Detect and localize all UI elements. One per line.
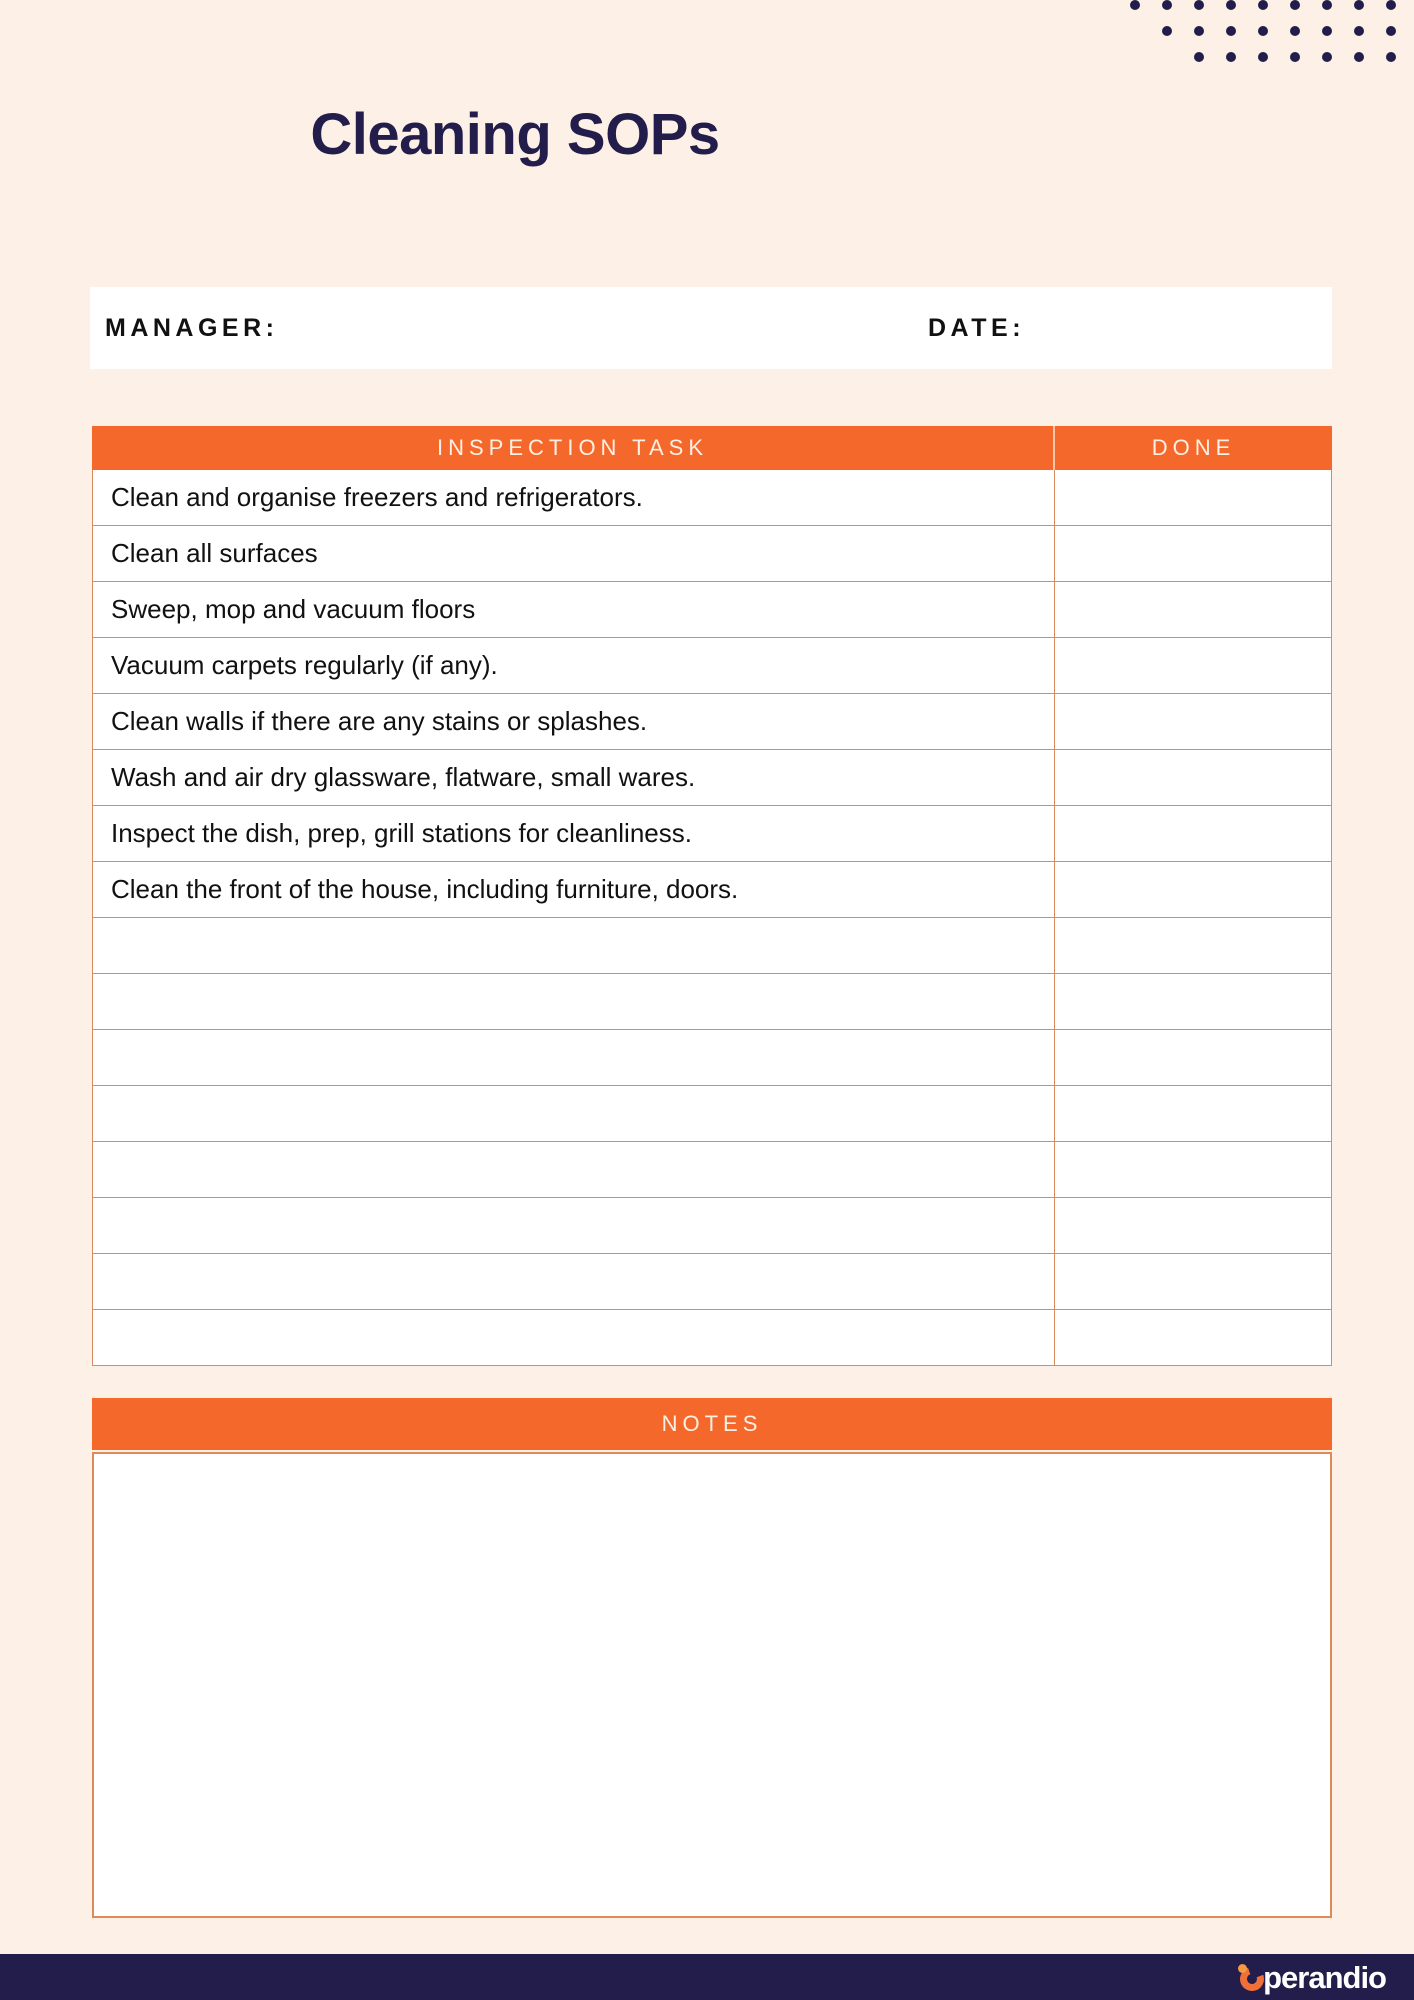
decorative-dot-icon xyxy=(1354,52,1364,62)
decorative-dot-icon xyxy=(1194,26,1204,36)
decorative-dot-icon xyxy=(1290,52,1300,62)
table-row xyxy=(92,1030,1332,1086)
task-cell[interactable] xyxy=(92,1086,1055,1142)
brand-name: perandio xyxy=(1263,1959,1386,1995)
table-row xyxy=(92,1142,1332,1198)
page-title: Cleaning SOPs xyxy=(310,102,720,167)
table-row xyxy=(92,1254,1332,1310)
decorative-dot-icon xyxy=(1354,0,1364,10)
done-checkbox-cell[interactable] xyxy=(1055,1254,1332,1310)
decorative-dot-icon xyxy=(1322,52,1332,62)
done-checkbox-cell[interactable] xyxy=(1055,1310,1332,1366)
decorative-dot-icon xyxy=(1386,26,1396,36)
decorative-dot-icon xyxy=(1258,0,1268,10)
decorative-dot-icon xyxy=(1130,0,1140,10)
task-cell[interactable] xyxy=(92,1142,1055,1198)
inspection-checklist-table xyxy=(92,426,1332,1366)
task-cell[interactable] xyxy=(92,1310,1055,1366)
decorative-dot-icon xyxy=(1354,26,1364,36)
brand-logo xyxy=(1238,1959,1386,1995)
done-checkbox-cell[interactable] xyxy=(1055,862,1332,918)
table-row xyxy=(92,918,1332,974)
decorative-dot-icon xyxy=(1386,0,1396,10)
dot-row xyxy=(1130,26,1414,36)
decorative-dot-icon xyxy=(1290,26,1300,36)
done-checkbox-cell[interactable] xyxy=(1055,470,1332,526)
table-header-row xyxy=(92,426,1332,470)
done-checkbox-cell[interactable] xyxy=(1055,1086,1332,1142)
table-row xyxy=(92,862,1332,918)
decorative-dot-icon xyxy=(1290,0,1300,10)
task-cell[interactable] xyxy=(92,1254,1055,1310)
decorative-dot-icon xyxy=(1322,26,1332,36)
table-row xyxy=(92,974,1332,1030)
task-cell[interactable] xyxy=(92,1030,1055,1086)
task-cell[interactable] xyxy=(92,918,1055,974)
decorative-dot-icon xyxy=(1226,52,1236,62)
meta-bar xyxy=(90,287,1332,369)
decorative-dot-icon xyxy=(1226,26,1236,36)
done-checkbox-cell[interactable] xyxy=(1055,1142,1332,1198)
done-checkbox-cell[interactable] xyxy=(1055,918,1332,974)
date-label: DATE: xyxy=(928,313,1026,342)
table-row xyxy=(92,694,1332,750)
task-cell[interactable]: Inspect the dish, prep, grill stations for cleanliness. xyxy=(92,806,1055,862)
done-checkbox-cell[interactable] xyxy=(1055,750,1332,806)
table-row xyxy=(92,806,1332,862)
task-cell[interactable]: Sweep, mop and vacuum floors xyxy=(92,582,1055,638)
task-cell[interactable]: Clean the front of the house, including furniture, doors. xyxy=(92,862,1055,918)
decorative-dot-icon xyxy=(1162,26,1172,36)
decorative-dot-icon xyxy=(1162,0,1172,10)
operandio-logo-icon xyxy=(1238,1964,1265,1991)
table-row xyxy=(92,1086,1332,1142)
decorative-dot-grid xyxy=(1130,0,1414,110)
decorative-dot-icon xyxy=(1322,0,1332,10)
done-checkbox-cell[interactable] xyxy=(1055,638,1332,694)
table-row xyxy=(92,638,1332,694)
decorative-dot-icon xyxy=(1226,0,1236,10)
manager-label: MANAGER: xyxy=(105,313,279,342)
task-cell[interactable]: Clean and organise freezers and refrigerators. xyxy=(92,470,1055,526)
task-cell[interactable] xyxy=(92,1198,1055,1254)
table-row xyxy=(92,582,1332,638)
task-cell[interactable]: Vacuum carpets regularly (if any). xyxy=(92,638,1055,694)
done-checkbox-cell[interactable] xyxy=(1055,694,1332,750)
done-checkbox-cell[interactable] xyxy=(1055,526,1332,582)
table-row xyxy=(92,526,1332,582)
decorative-dot-icon xyxy=(1194,52,1204,62)
task-cell[interactable]: Clean all surfaces xyxy=(92,526,1055,582)
decorative-dot-icon xyxy=(1258,26,1268,36)
dot-row xyxy=(1130,0,1414,10)
table-body xyxy=(92,470,1332,1366)
table-row xyxy=(92,1198,1332,1254)
done-checkbox-cell[interactable] xyxy=(1055,806,1332,862)
notes-header: NOTES xyxy=(92,1398,1332,1450)
done-checkbox-cell[interactable] xyxy=(1055,1030,1332,1086)
task-cell[interactable]: Clean walls if there are any stains or splashes. xyxy=(92,694,1055,750)
column-header-done: DONE xyxy=(1151,435,1236,460)
dot-row xyxy=(1130,52,1414,62)
table-row xyxy=(92,750,1332,806)
decorative-dot-icon xyxy=(1386,52,1396,62)
table-row xyxy=(92,1310,1332,1366)
decorative-dot-icon xyxy=(1258,52,1268,62)
decorative-dot-icon xyxy=(1194,0,1204,10)
done-checkbox-cell[interactable] xyxy=(1055,1198,1332,1254)
done-checkbox-cell[interactable] xyxy=(1055,582,1332,638)
task-cell[interactable]: Wash and air dry glassware, flatware, small wares. xyxy=(92,750,1055,806)
task-cell[interactable] xyxy=(92,974,1055,1030)
table-row xyxy=(92,470,1332,526)
column-header-inspection-task: INSPECTION TASK xyxy=(92,426,1055,470)
footer-bar xyxy=(0,1954,1414,2000)
done-checkbox-cell[interactable] xyxy=(1055,974,1332,1030)
notes-input-area[interactable] xyxy=(92,1452,1332,1918)
